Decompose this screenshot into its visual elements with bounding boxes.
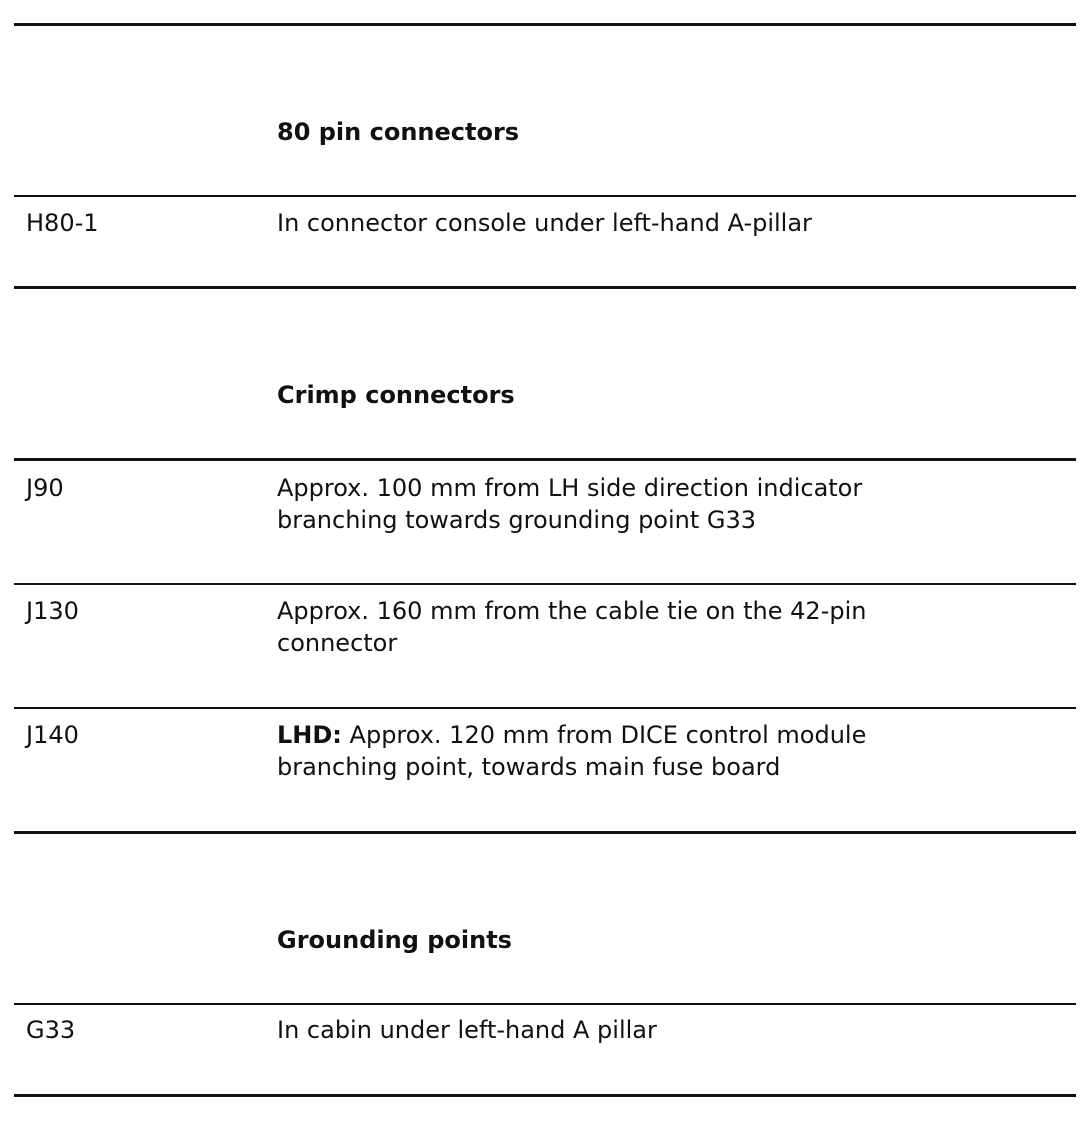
connector-code: J90: [26, 474, 64, 502]
bottom-rule: [14, 1094, 1076, 1097]
section-heading-80-pin: 80 pin connectors: [277, 118, 520, 146]
section-heading-grounding: Grounding points: [277, 926, 512, 954]
connector-code: J130: [26, 597, 79, 625]
section-end-rule: [14, 286, 1076, 289]
connector-code: J140: [26, 721, 79, 749]
section-divider: [14, 458, 1076, 461]
location-line: Approx. 160 mm from the cable tie on the 42-pin: [277, 597, 867, 625]
connector-code: H80-1: [26, 209, 99, 237]
connector-location: [277, 719, 1057, 783]
location-line: [277, 719, 1057, 751]
connector-location: [277, 472, 1057, 536]
grounding-location: In cabin under left-hand A pillar: [277, 1016, 657, 1044]
grounding-code: G33: [26, 1016, 76, 1044]
connector-location: [277, 595, 1057, 659]
section-divider: [14, 195, 1076, 197]
top-rule: [14, 23, 1076, 26]
location-line: connector: [277, 629, 398, 657]
location-line: branching towards grounding point G33: [277, 506, 757, 534]
section-end-rule: [14, 831, 1076, 834]
section-heading-crimp: Crimp connectors: [277, 381, 515, 409]
location-line: branching point, towards main fuse board: [277, 753, 781, 781]
row-divider: [14, 707, 1076, 709]
row-divider: [14, 583, 1076, 585]
lhd-label: LHD:: [277, 721, 342, 749]
connector-location: In connector console under left-hand A-pillar: [277, 209, 812, 237]
location-text: Approx. 120 mm from DICE control module: [341, 721, 867, 749]
location-line: Approx. 100 mm from LH side direction indicator: [277, 474, 863, 502]
section-divider: [14, 1003, 1076, 1005]
